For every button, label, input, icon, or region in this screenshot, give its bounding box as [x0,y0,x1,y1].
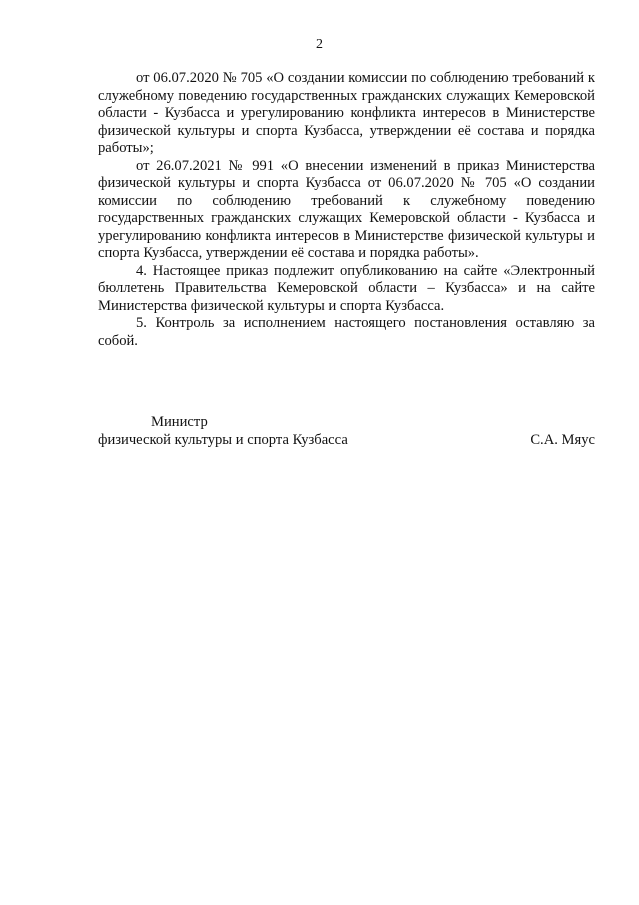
signer-name: С.А. Мяус [530,431,595,448]
signer-title: Министр [151,414,208,430]
paragraph-order-705: от 06.07.2020 № 705 «О создании комиссии по соблюдению требований к служебному поведению государственных гражданских служащих Кемеровской области - Кузбасса и урегулированию конфликта интересов в Министерстве физической культуры и спорта Кузбасса, утверждении её состава и порядка работы»; [98,70,595,156]
page-number: 2 [316,37,323,52]
document-body [98,70,595,350]
signature-row [98,432,595,450]
signature-block [98,414,595,449]
paragraph-control: 5. Контроль за исполнением настоящего постановления оставляю за собой. [98,315,595,349]
paragraph-publication: 4. Настоящее приказ подлежит опубликованию на сайте «Электронный бюллетень Правительства Кемеровской области – Кузбасса» и на сайте Министерства физической культуры и спорта Кузбасса. [98,262,595,314]
paragraph-order-991: от 26.07.2021 № 991 «О внесении изменений в приказ Министерства физической культуры и спорта Кузбасса от 06.07.2020 № 705 «О создании комиссии по соблюдению требований к служебному поведению государственных гражданских служащих Кемеровской области - Кузбасса и урегулированию конфликта интересов в Министерстве физической культуры и спорта Кузбасса, утверждении её состава и порядка работы». [98,157,595,261]
signer-department: физической культуры и спорта Кузбасса [98,431,348,448]
